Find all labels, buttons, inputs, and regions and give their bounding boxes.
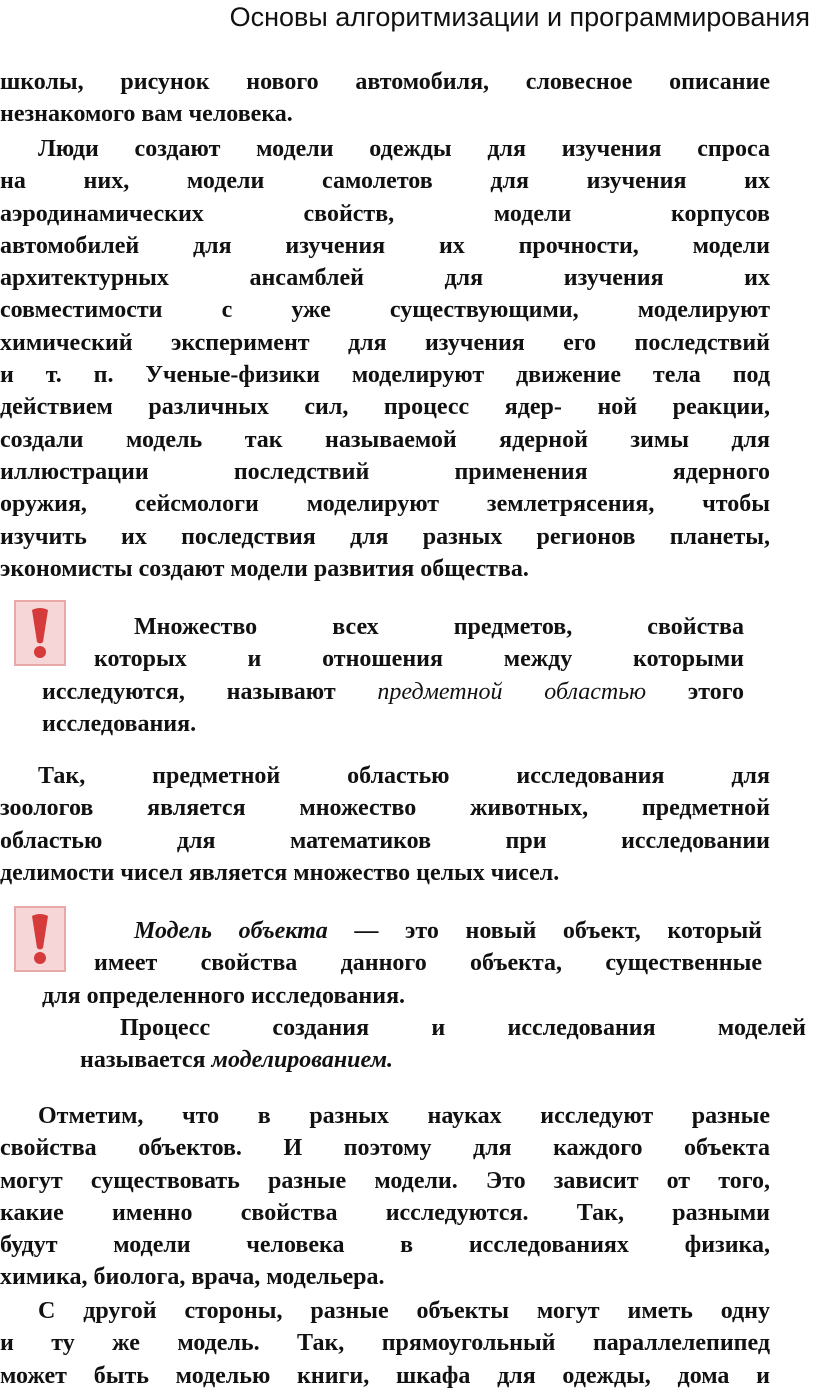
text-segment: исследуются, называют [42,678,336,705]
text-line: и т. п. Ученые-физики моделируют движение тела под [0,362,770,389]
term-object-model: Модель объекта [134,918,328,944]
text-line: исследования. [42,710,197,737]
text-segment: этого [687,678,745,705]
text-line: экономисты создают модели развития общества. [0,555,529,582]
definition-note-model [42,915,762,1012]
text-line: Множество всех предметов, свойства [134,614,744,640]
text-line: незнакомого вам человека. [0,101,293,128]
paragraph-subject-area-examples [0,760,770,889]
text-line: свойства объектов. И поэтому для каждого объекта [0,1135,770,1162]
text-line [42,915,762,947]
text-line: Люди создают модели одежды для изучения спроса [38,136,770,162]
paragraph-examples [0,133,770,585]
text-line: и ту же модель. Так, прямоугольный параллелепипед [0,1330,770,1357]
text-line: может быть моделью книги, шкафа для одежды, дома и [0,1362,770,1389]
text-line [42,676,744,708]
text-line: иллюстрации последствий применения ядерного [0,458,770,485]
text-line: Так, предметной областью исследования для [38,763,770,789]
text-line: автомобилей для изучения их прочности, модели [0,232,770,259]
text-line: областью для математиков при исследовании [0,827,770,854]
text-line: для определенного исследования. [42,982,406,1009]
paragraph-different-properties [0,1100,770,1294]
text-line: школы, рисунок нового автомобиля, словесное описание [0,69,770,95]
text-segment: называется [80,1047,206,1074]
intro-paragraph [0,66,770,131]
text-line: зоологов является множество животных, предметной [0,795,770,822]
text-line: Процесс создания и исследования моделей [120,1015,806,1041]
definition-note-subject-area [42,611,744,740]
text-line: аэродинамических свойств, модели корпусов [0,200,770,227]
text-line: создали модель так называемой ядерной зимы для [0,426,770,453]
dash: — [354,918,379,944]
text-line: которых и отношения между которыми [94,646,744,673]
text-line: какие именно свойства исследуются. Так, разными [0,1199,770,1226]
text-line: будут модели человека в исследованиях физика, [0,1232,770,1259]
text-line: делимости чисел является множество целых чисел. [0,859,560,886]
text-line: действием различных сил, процесс ядер- ной реакции, [0,394,770,421]
text-line: могут существовать разные модели. Это зависит от того, [0,1167,770,1194]
text-line: Отметим, что в разных науках исследуют разные [38,1103,770,1129]
text-line [80,1044,806,1076]
paragraph-same-model [0,1295,770,1392]
text-line: С другой стороны, разные объекты могут иметь одну [38,1298,770,1324]
text-line: оружия, сейсмологи моделируют землетрясения, чтобы [0,491,770,518]
definition-modeling [80,1012,806,1077]
text-line: химика, биолога, врача, модельера. [0,1264,385,1291]
text-line: химический эксперимент для изучения его последствий [0,329,770,356]
term-modeling: моделированием. [211,1047,394,1074]
text-line: на них, модели самолетов для изучения их [0,168,770,195]
text-line: совместимости с уже существующими, моделируют [0,297,770,324]
text-line: имеет свойства данного объекта, существенные [94,950,762,977]
term-subject-area: предметной областью [377,678,647,705]
text-segment: это новый объект, который [405,918,763,944]
page-header-title: Основы алгоритмизации и программирования [229,2,810,32]
text-line: архитектурных ансамблей для изучения их [0,265,770,292]
text-line: изучить их последствия для разных регионов планеты, [0,523,770,550]
